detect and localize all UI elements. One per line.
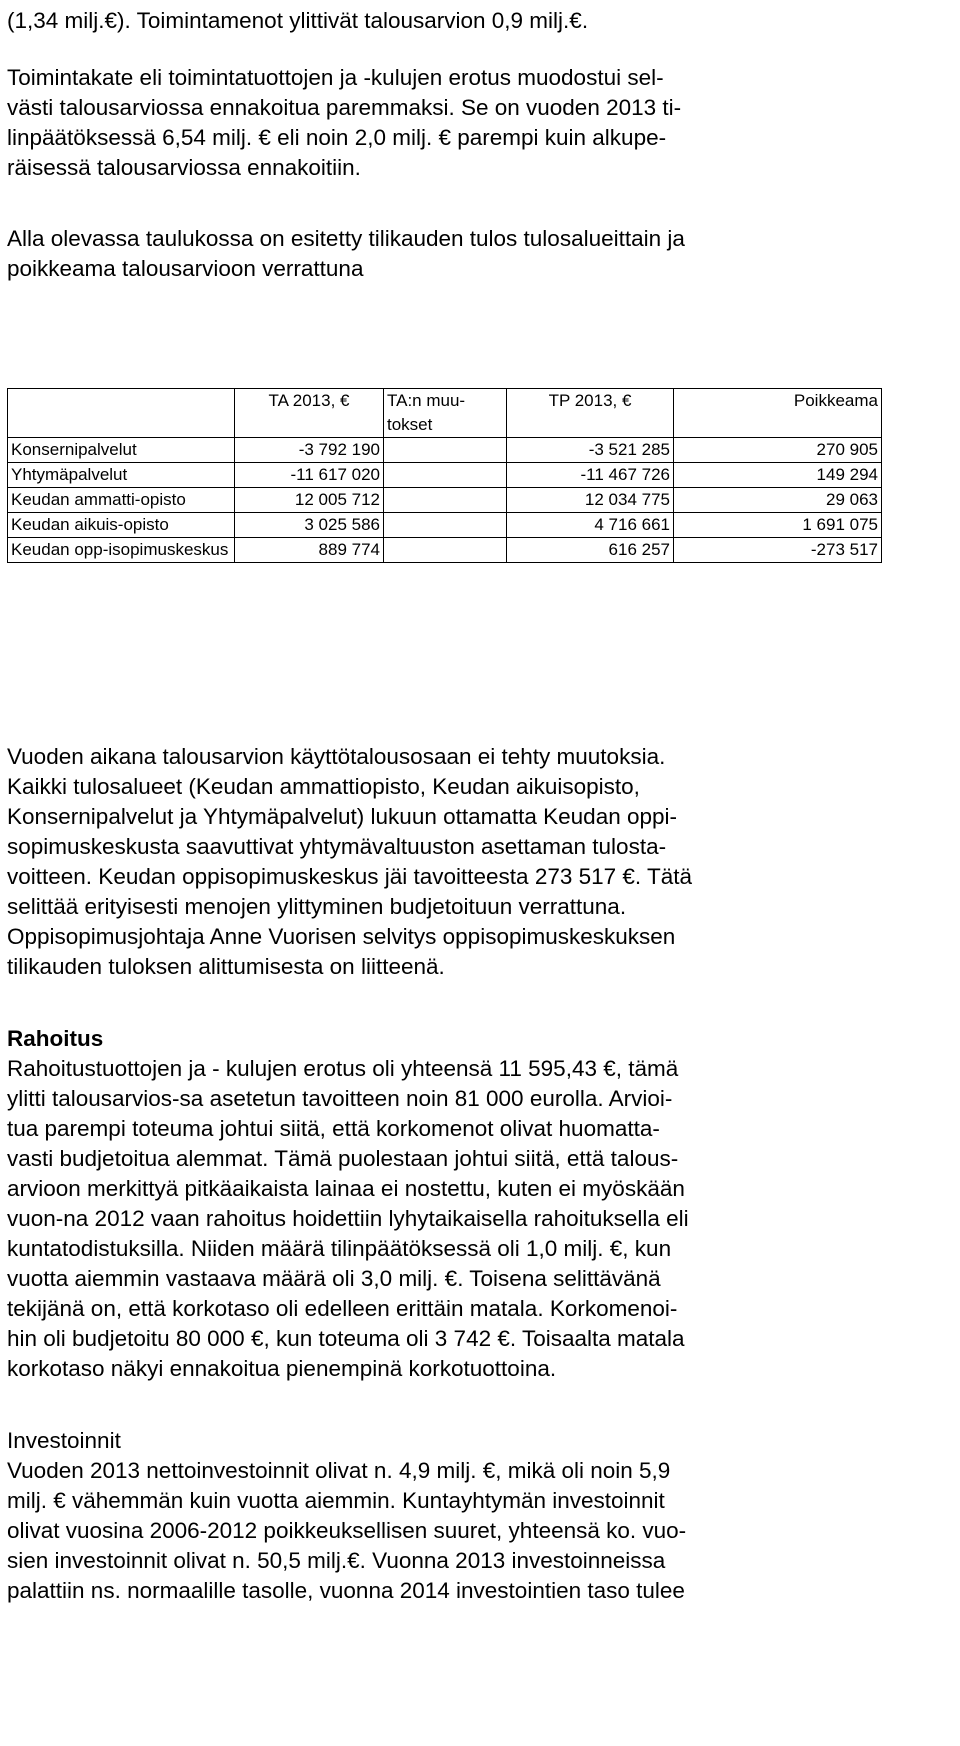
section-heading-rahoitus: Rahoitus bbox=[7, 1026, 104, 1051]
text-line: milj. € vähemmän kuin vuotta aiemmin. Kuntayhtymän investoinnit bbox=[7, 1488, 665, 1513]
text-line: Alla olevassa taulukossa on esitetty tilikauden tulos tulosalueittain ja bbox=[7, 226, 685, 251]
text-line: tekijänä on, että korkotaso oli edelleen erittäin matala. Korkomenoi- bbox=[7, 1296, 678, 1321]
text-line: Vuoden 2013 nettoinvestoinnit olivat n. 4,9 milj. €, mikä oli noin 5,9 bbox=[7, 1458, 671, 1483]
text-line: Kaikki tulosalueet (Keudan ammattiopisto, Keudan aikuisopisto, bbox=[7, 774, 640, 799]
table-cell-ta: 3 025 586 bbox=[235, 513, 384, 538]
text-line: vasti budjetoitua alemmat. Tämä puolestaan johtui siitä, että talous- bbox=[7, 1146, 679, 1171]
text-line: linpäätöksessä 6,54 milj. € eli noin 2,0 milj. € parempi kuin alkupe- bbox=[7, 125, 667, 150]
text-line: poikkeama talousarvioon verrattuna bbox=[7, 256, 364, 281]
table-cell-ta: 12 005 712 bbox=[235, 488, 384, 513]
table-header-cell: TA:n muu-tokset bbox=[384, 389, 507, 438]
text-line: Vuoden aikana talousarvion käyttötalousosaan ei tehty muutoksia. bbox=[7, 744, 666, 769]
table-cell-tp: -3 521 285 bbox=[507, 438, 674, 463]
table-header-cell: Poikkeama bbox=[674, 389, 882, 438]
table-cell-ta: -11 617 020 bbox=[235, 463, 384, 488]
table-cell-muutokset bbox=[384, 488, 507, 513]
table-row bbox=[8, 488, 882, 513]
table-header-cell: TP 2013, € bbox=[507, 389, 674, 438]
table-header-cell bbox=[8, 389, 235, 438]
table-cell-name: Keudan opp-isopimuskeskus bbox=[8, 538, 235, 563]
text-line: olivat vuosina 2006-2012 poikkeuksellisen suuret, yhteensä ko. vuo- bbox=[7, 1518, 687, 1543]
table-cell-poikkeama: 1 691 075 bbox=[674, 513, 882, 538]
table-cell-poikkeama: 149 294 bbox=[674, 463, 882, 488]
text-line: sopimuskeskusta saavuttivat yhtymävaltuuston asettaman tulosta- bbox=[7, 834, 667, 859]
table-row bbox=[8, 538, 882, 563]
text-line: västi talousarviossa ennakoitua paremmaksi. Se on vuoden 2013 ti- bbox=[7, 95, 682, 120]
section-heading-investoinnit: Investoinnit bbox=[7, 1428, 121, 1453]
text-line: palattiin ns. normaalille tasolle, vuonna 2014 investointien taso tulee bbox=[7, 1578, 685, 1603]
table-cell-ta: -3 792 190 bbox=[235, 438, 384, 463]
text-line: vuon-na 2012 vaan rahoitus hoidettiin lyhytaikaisella rahoituksella eli bbox=[7, 1206, 689, 1231]
results-table bbox=[7, 388, 882, 563]
text-line: arvioon merkittyä pitkäaikaista lainaa ei nostettu, kuten ei myöskään bbox=[7, 1176, 685, 1201]
table-header-row bbox=[8, 389, 882, 438]
text-line: Toimintakate eli toimintatuottojen ja -kulujen erotus muodostui sel- bbox=[7, 65, 664, 90]
table-cell-tp: 616 257 bbox=[507, 538, 674, 563]
text-line: voitteen. Keudan oppisopimuskeskus jäi tavoitteesta 273 517 €. Tätä bbox=[7, 864, 693, 889]
table-header-cell: TA 2013, € bbox=[235, 389, 384, 438]
table-cell-poikkeama: 270 905 bbox=[674, 438, 882, 463]
text-line: Rahoitustuottojen ja - kulujen erotus oli yhteensä 11 595,43 €, tämä bbox=[7, 1056, 679, 1081]
text-line: korkotaso näkyi ennakoitua pienempinä korkotuottoina. bbox=[7, 1356, 557, 1381]
table-cell-poikkeama: 29 063 bbox=[674, 488, 882, 513]
table-cell-ta: 889 774 bbox=[235, 538, 384, 563]
table-cell-name: Keudan ammatti-opisto bbox=[8, 488, 235, 513]
table-cell-muutokset bbox=[384, 438, 507, 463]
table-cell-muutokset bbox=[384, 538, 507, 563]
text-line: kuntatodistuksilla. Niiden määrä tilinpäätöksessä oli 1,0 milj. €, kun bbox=[7, 1236, 672, 1261]
table-row bbox=[8, 513, 882, 538]
table-cell-tp: -11 467 726 bbox=[507, 463, 674, 488]
text-line: selittää erityisesti menojen ylittyminen budjetoituun verrattuna. bbox=[7, 894, 627, 919]
table-cell-name: Keudan aikuis-opisto bbox=[8, 513, 235, 538]
text-line: räisessä talousarviossa ennakoitiin. bbox=[7, 155, 361, 180]
text-line: Oppisopimusjohtaja Anne Vuorisen selvitys oppisopimuskeskuksen bbox=[7, 924, 676, 949]
table-cell-name: Konsernipalvelut bbox=[8, 438, 235, 463]
text-line: ylitti talousarvios-sa asetetun tavoitteen noin 81 000 eurolla. Arvioi- bbox=[7, 1086, 673, 1111]
table-cell-poikkeama: -273 517 bbox=[674, 538, 882, 563]
table-cell-tp: 4 716 661 bbox=[507, 513, 674, 538]
text-line: (1,34 milj.€). Toimintamenot ylittivät talousarvion 0,9 milj.€. bbox=[7, 8, 589, 33]
table-cell-name: Yhtymäpalvelut bbox=[8, 463, 235, 488]
table-row bbox=[8, 463, 882, 488]
text-line: Konsernipalvelut ja Yhtymäpalvelut) lukuun ottamatta Keudan oppi- bbox=[7, 804, 678, 829]
text-line: sien investoinnit olivat n. 50,5 milj.€. Vuonna 2013 investoinneissa bbox=[7, 1548, 666, 1573]
table-cell-muutokset bbox=[384, 463, 507, 488]
table-cell-tp: 12 034 775 bbox=[507, 488, 674, 513]
text-line: tilikauden tuloksen alittumisesta on liitteenä. bbox=[7, 954, 445, 979]
text-line: hin oli budjetoitu 80 000 €, kun toteuma oli 3 742 €. Toisaalta matala bbox=[7, 1326, 685, 1351]
text-line: vuotta aiemmin vastaava määrä oli 3,0 milj. €. Toisena selittävänä bbox=[7, 1266, 661, 1291]
table-row bbox=[8, 438, 882, 463]
text-line: tua parempi toteuma johtui siitä, että korkomenot olivat huomatta- bbox=[7, 1116, 660, 1141]
table-cell-muutokset bbox=[384, 513, 507, 538]
